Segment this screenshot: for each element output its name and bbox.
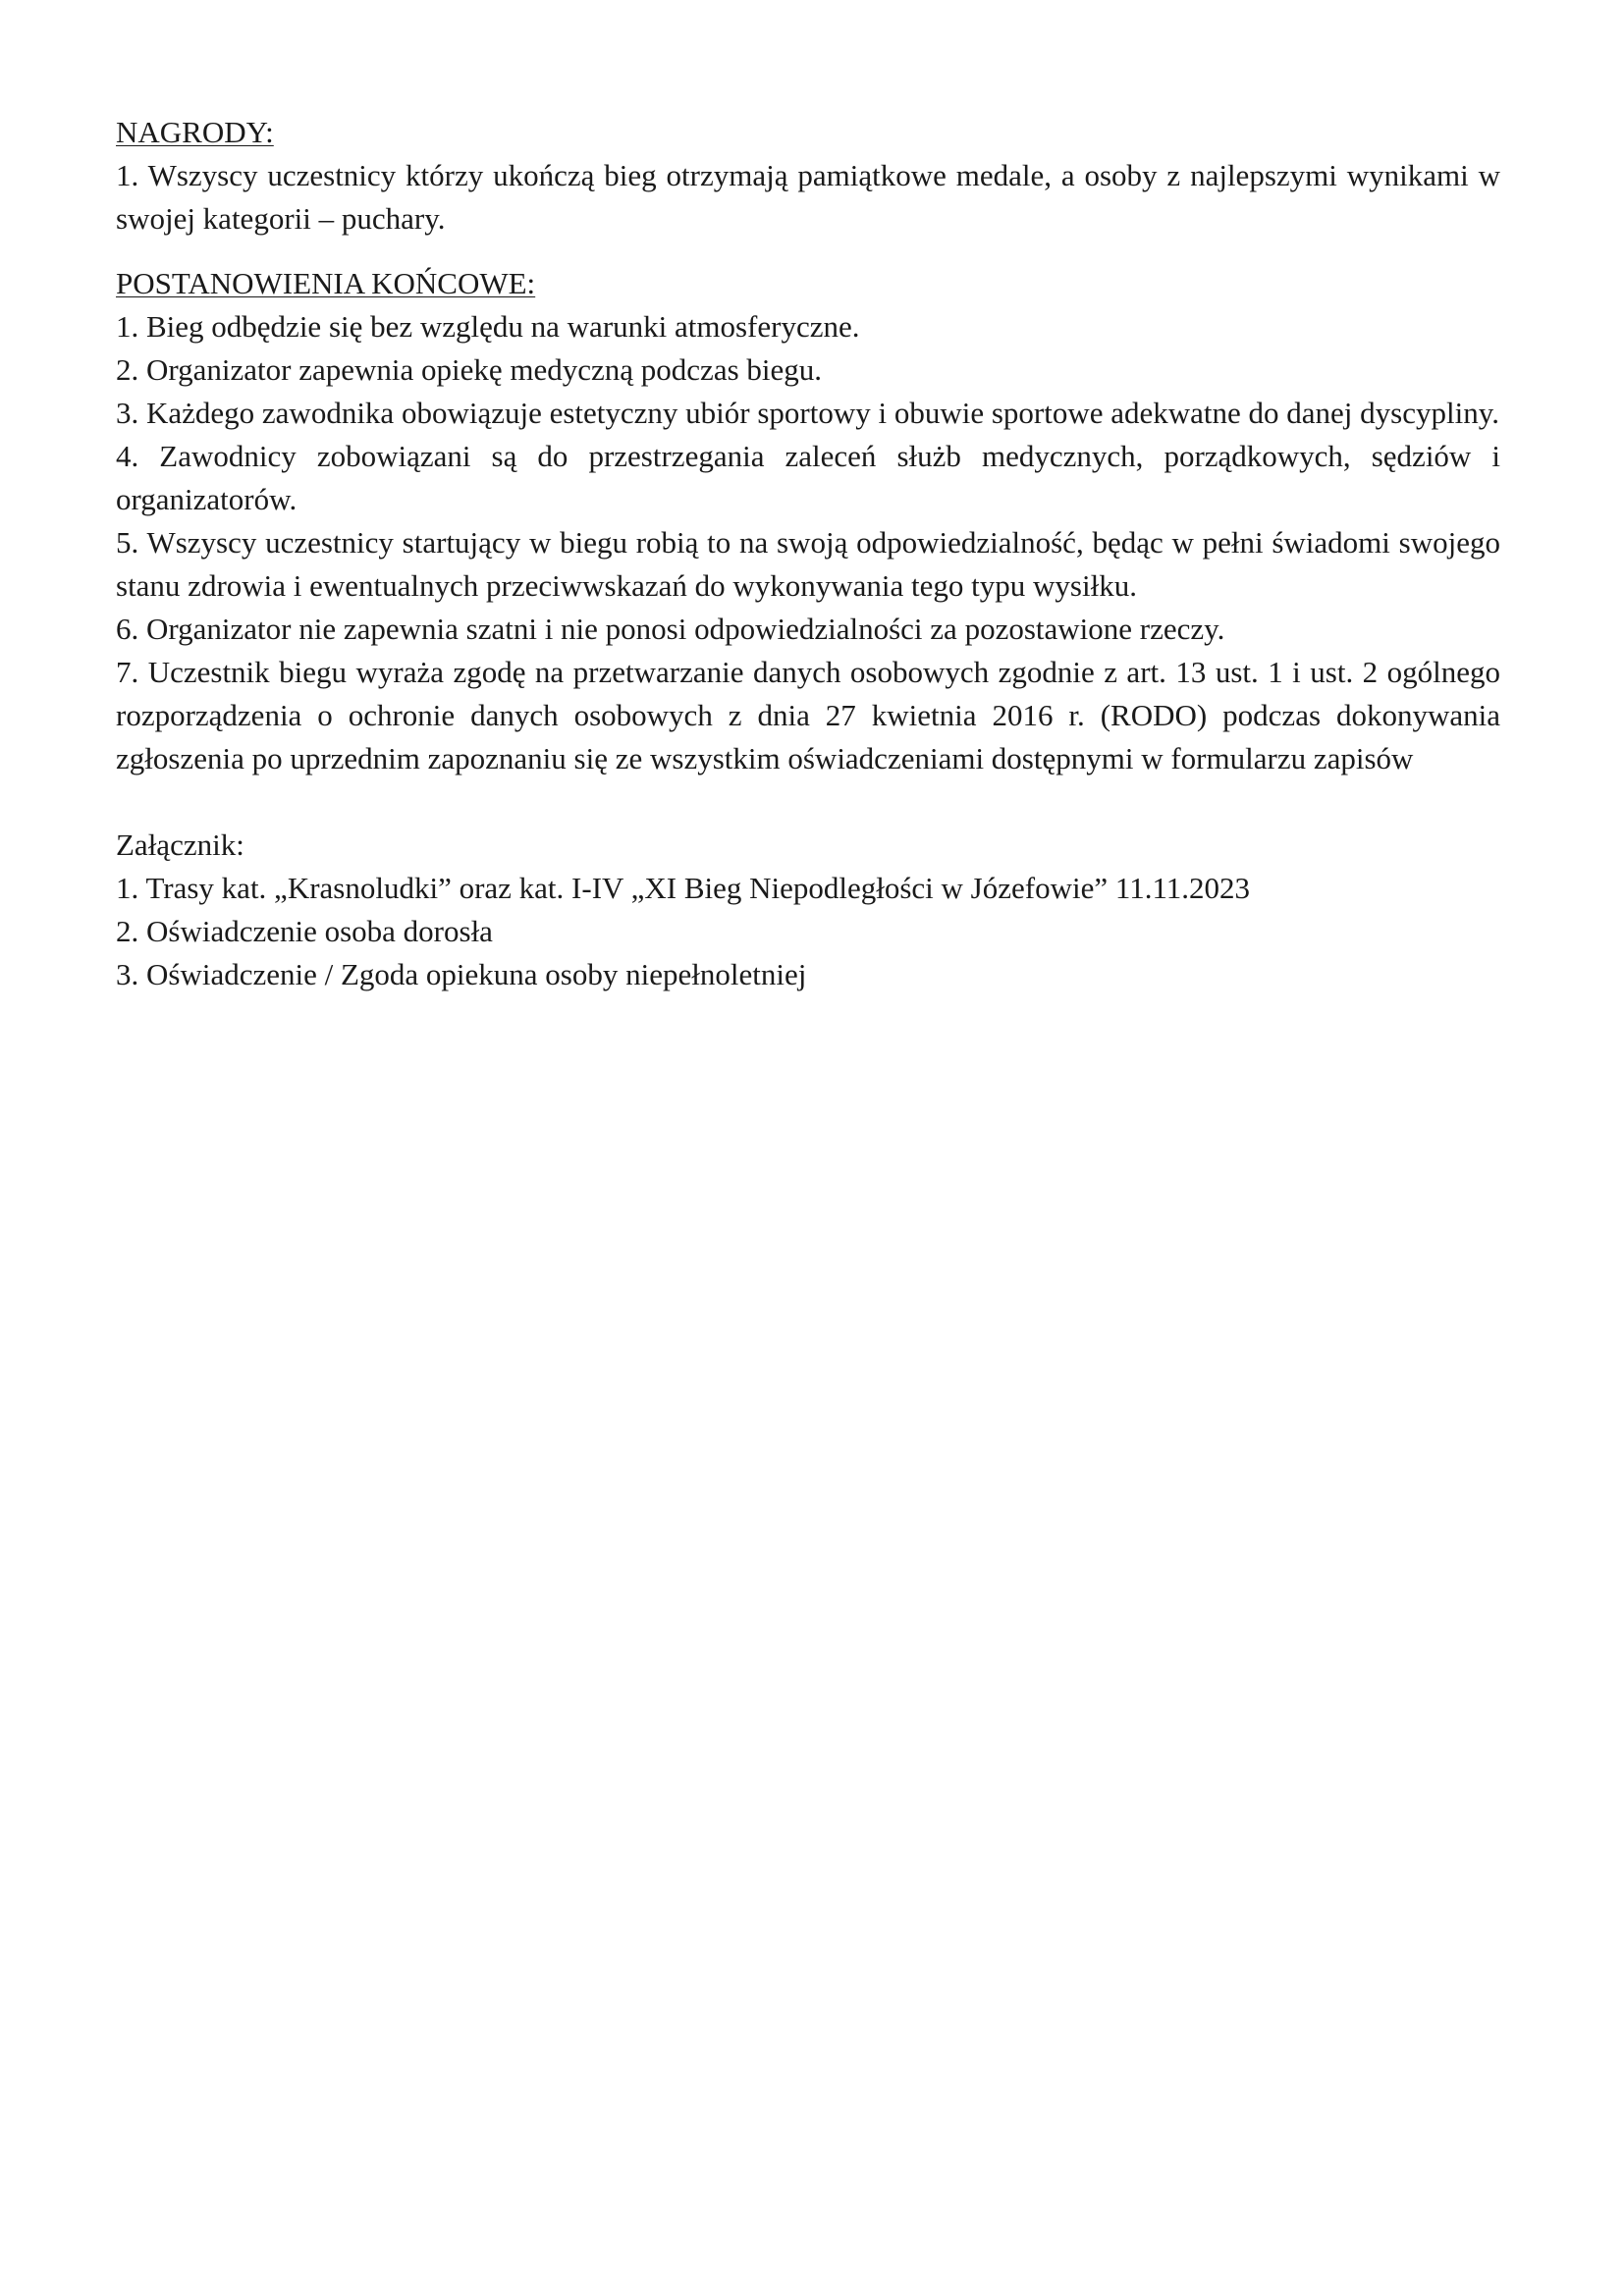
spacer: [116, 240, 1500, 262]
heading-nagrody: NAGRODY:: [116, 115, 274, 149]
postanowienia-item-6: 6. Organizator nie zapewnia szatni i nie ponosi odpowiedzialności za pozostawione rzeczy.: [116, 612, 1225, 646]
postanowienia-item-4: 4. Zawodnicy zobowiązani są do przestrzegania zaleceń służb medycznych, porządkowych, sędziów i organizatorów.: [116, 439, 1500, 516]
postanowienia-item-5: 5. Wszyscy uczestnicy startujący w biegu robią to na swoją odpowiedzialność, będąc w pełni świadomi swojego stanu zdrowia i ewentualnych przeciwwskazań do wykonywania tego typu wysiłku.: [116, 525, 1500, 603]
postanowienia-item-3: 3. Każdego zawodnika obowiązuje estetyczny ubiór sportowy i obuwie sportowe adekwatne do danej dyscypliny.: [116, 396, 1499, 430]
postanowienia-item-7: 7. Uczestnik biegu wyraża zgodę na przetwarzanie danych osobowych zgodnie z art. 13 ust. 1 i ust. 2 ogólnego rozporządzenia o ochronie danych osobowych z dnia 27 kwietnia 2016 r. (RODO) podczas dokonywania zgłoszenia po uprzednim zapoznaniu się ze wszystkim oświadczeniami dostępnymi w formularzu zapisów: [116, 655, 1500, 775]
section-postanowienia-koncowe: [116, 262, 1500, 780]
zalacznik-item-1: 1. Trasy kat. „Krasnoludki” oraz kat. I-IV „XI Bieg Niepodległości w Józefowie” 11.11.2023: [116, 871, 1251, 905]
heading-postanowienia-koncowe: POSTANOWIENIA KOŃCOWE:: [116, 266, 536, 300]
zalacznik-item-3: 3. Oświadczenie / Zgoda opiekuna osoby niepełnoletniej: [116, 957, 807, 991]
postanowienia-item-2: 2. Organizator zapewnia opiekę medyczną podczas biegu.: [116, 352, 823, 387]
zalacznik-item-2: 2. Oświadczenie osoba dorosła: [116, 914, 493, 948]
document-body: [116, 111, 1500, 996]
section-zalacznik: [116, 824, 1500, 996]
nagrody-item-1: 1. Wszyscy uczestnicy którzy ukończą bieg otrzymają pamiątkowe medale, a osoby z najlepszymi wynikami w swojej kategorii – puchary.: [116, 158, 1500, 236]
section-nagrody: [116, 111, 1500, 240]
heading-zalacznik: Załącznik:: [116, 828, 244, 862]
spacer: [116, 780, 1500, 824]
postanowienia-item-1: 1. Bieg odbędzie się bez względu na warunki atmosferyczne.: [116, 309, 860, 344]
